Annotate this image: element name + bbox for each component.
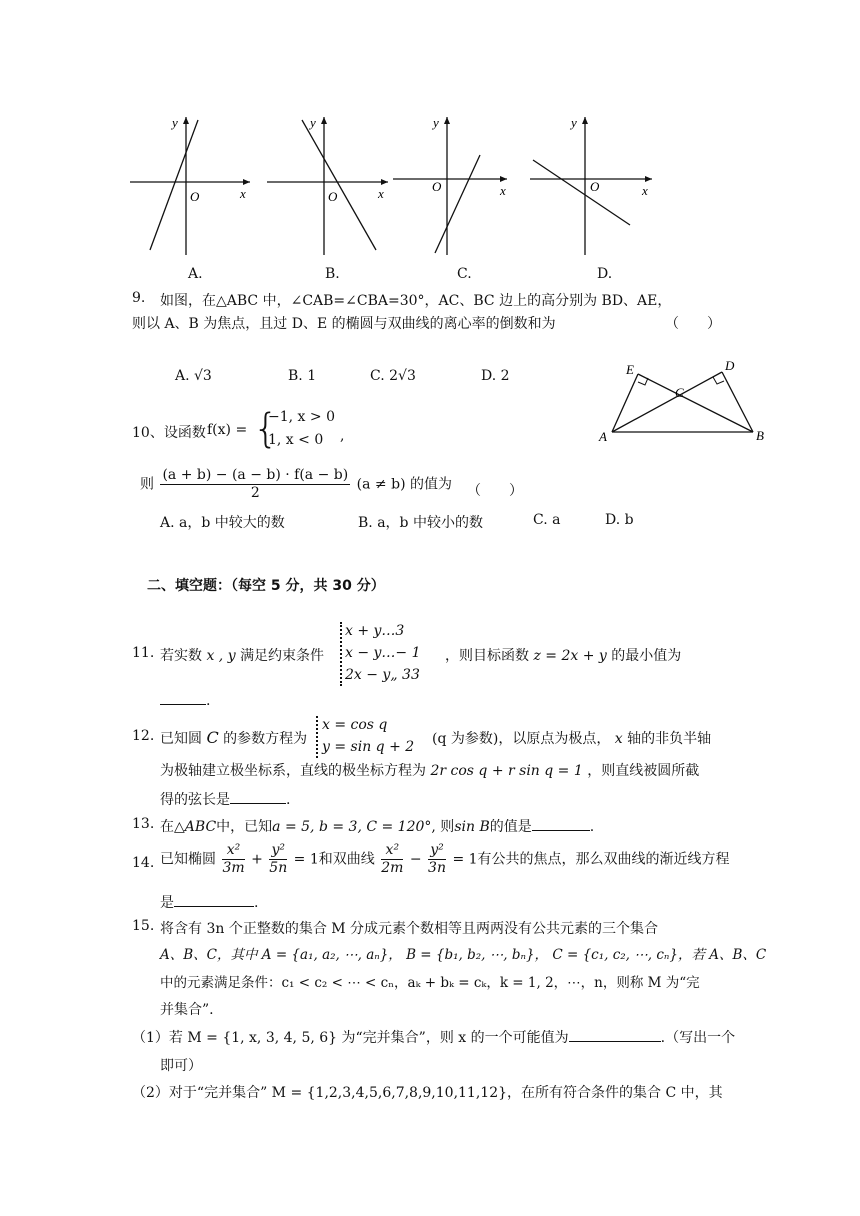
q15-line2: A、B、C，其中 A = {a₁, a₂, ⋯, aₙ}， B = {b₁, b₂, ⋯, bₙ}， C = {c₁, c₂, ⋯, cₙ}，若 A、B、C [160,947,767,963]
q13-abc: ABC [184,819,217,835]
q14-text: 已知椭圆 $\frac{\text{x²}}{3m}$ + $\frac{\text{y²}}{5n}$ = 1和双曲线 $\frac{\text{x²}}{2m}$ − $\frac{\text{y²}}{3n}$ = 1有公共的焦点，那么双曲线的渐近线方程 [160,842,730,876]
q11-objective: z = 2x + y [533,648,607,664]
graph-label-c: C. [457,266,472,282]
q10-brace: { [253,406,279,452]
graph-c-y-label: y [433,115,439,130]
graph-b [267,115,388,255]
q11-constraint-1: x + y…3 [345,623,405,639]
graph-b-origin: O [328,189,338,204]
q13-sin: sin B [454,819,490,835]
q10-fx: f(x) = [207,422,248,438]
q14-hyperbola-frac1: $\frac{\text{x²}}{2m}$ [381,842,404,876]
q14-hyperbola-frac2: $\frac{\text{y²}}{3n}$ [428,842,446,876]
graph-b-y-label: y [310,115,316,130]
q9-number: 9. [132,290,146,306]
graph-c-x-label: x [500,183,506,198]
q11-post-text: ，则目标函数 [445,648,529,664]
label-d: D [725,358,735,373]
label-c: C [675,385,684,400]
q12-line2 [160,760,699,780]
q12-x: x [614,731,623,747]
q9-line1: 如图，在△ABC 中，∠CAB=∠CBA=30°，AC、BC 边上的高分别为 BD、AE， [160,293,672,309]
q11-answer-blank[interactable]: . [160,690,210,709]
graph-label-a: A. [188,266,203,282]
q13-number: 13. [132,816,155,832]
q11-pre [160,645,324,665]
q12-answer-blank[interactable] [230,789,286,804]
triangle-figure [595,355,775,450]
q12-line3-text: 得的弦长是 [160,792,230,808]
graph-b-x-label: x [378,186,384,201]
q10-fraction [160,467,350,502]
q9-answer-paren: （ ） [665,316,721,332]
q10-frac-num: (a + b) − (a − b) · f(a − b) [162,467,349,483]
q10-comma: , [340,428,345,444]
q10-expression [140,467,452,502]
q9-line2: 则以 A、B 为焦点，且过 D、E 的椭圆与双曲线的离心率的倒数和为 [132,316,556,332]
graph-d-y-label: y [571,115,577,130]
q12-paren-text: (q 为参数)，以原点为极点， [432,731,611,747]
q11-constraint-3: 2x − y„ 33 [345,667,420,683]
q12-polar: 2r cos q + r sin q = 1 [430,763,583,779]
section-title: 二、填空题：（每空 5 分，共 30 分） [147,578,385,594]
q10-number: 10、设函数 [132,425,206,441]
q11-brace-rule [340,622,343,686]
q10-case1: −1, x > 0 [268,409,335,425]
q9-option-b: B. 1 [288,368,317,384]
graph-a [130,115,250,255]
q15-answer-blank[interactable] [569,1027,661,1042]
graph-c [393,115,507,255]
label-e: E [626,362,634,377]
q12-paren [432,728,711,748]
q10-then: 则 [140,476,154,493]
q12-mid: 的参数方程为 [223,731,308,747]
graph-d-origin: O [590,179,600,194]
q10-option-d: D. b [605,512,634,528]
q12-pre-text: 已知圆 [160,731,202,747]
q15-line1: 将含有 3n 个正整数的集合 M 分成元素个数相等且两两没有公共元素的三个集合 [160,921,659,937]
q11-number: 11. [132,645,155,661]
q12-number: 12. [132,728,155,744]
graph-d [530,115,652,255]
graph-a-origin: O [190,189,200,204]
q12-param-2: y = sin q + 2 [322,739,415,755]
graph-d-x-label: x [642,183,648,198]
q15-line3: 中的元素满足条件：c₁ < c₂ < ⋯ < cₙ，aₖ + bₖ = cₖ，k = 1, 2，⋯，n，则称 M 为“完 [160,975,700,991]
q14-line2: 是 . [160,892,258,912]
q11-constraint-2: x − y…− 1 [345,645,421,661]
graph-c-origin: O [432,179,442,194]
graph-label-b: B. [325,266,340,282]
q13-cond: a = 5, b = 3, C = 120° [272,819,432,835]
q9-option-d: D. 2 [481,368,510,384]
q15-number: 15. [132,918,155,934]
q13-text: 在△ABC中，已知a = 5, b = 3, C = 120°, 则sin B的值是 . [160,816,594,836]
q11-mid: 满足约束条件 [240,648,325,664]
q11-pre-text: 若实数 [160,648,202,664]
q15-sub2: （2）对于“完并集合” M = {1,2,3,4,5,6,7,8,9,10,11,12}，在所有符合条件的集合 C 中，其 [132,1085,723,1101]
q12-line2a: 为极轴建立极坐标系，直线的极坐标方程为 [160,763,426,779]
q9-option-a: A. √3 [175,368,212,384]
label-a: A [599,429,607,444]
label-b: B [756,428,764,443]
graph-a-y-label: y [172,115,178,130]
line-graphs [120,105,670,285]
q12-line3: 得的弦长是 . [160,789,290,809]
q10-option-b: B. a，b 中较小的数 [358,515,483,531]
q10-cond: (a ≠ b) [356,476,406,493]
q15-line4: 并集合”. [160,1002,214,1018]
q14-answer-blank[interactable] [174,892,254,907]
q11-post [445,645,681,665]
q12-C: C [206,728,219,747]
q12-tail1: 轴的非负半轴 [627,731,712,747]
q12-brace-rule [316,716,319,758]
q10-option-c: C. a [533,512,561,528]
q10-answer-paren: （ ） [467,483,523,499]
q10-tail: 的值为 [410,476,452,493]
q15-sub1: （1）若 M = {1, x, 3, 4, 5, 6} 为“完并集合”，则 x 的一个可能值为 .（写出一个 [132,1027,735,1047]
q10-case2: 1, x < 0 [268,432,324,448]
q11-tail: 的最小值为 [611,648,682,664]
q12-param-1: x = cos q [322,717,388,733]
q14-ellipse-frac1: $\frac{\text{x²}}{3m}$ [222,842,245,876]
q13-answer-blank[interactable] [532,816,590,831]
q9-option-c: C. 2√3 [370,368,416,384]
q14-ellipse-frac2: $\frac{\text{y²}}{5n}$ [269,842,288,876]
q11-vars: x , y [206,648,236,664]
q10-frac-den: 2 [250,485,260,501]
q12-pre [160,728,307,748]
q12-line2b: ，则直线被圆所截 [587,763,700,779]
graph-label-d: D. [597,266,613,282]
q10-option-a: A. a，b 中较大的数 [160,515,285,531]
graph-a-x-label: x [240,186,246,201]
q15-sub1-cont: 即可） [160,1058,202,1074]
q14-number: 14. [132,855,155,871]
